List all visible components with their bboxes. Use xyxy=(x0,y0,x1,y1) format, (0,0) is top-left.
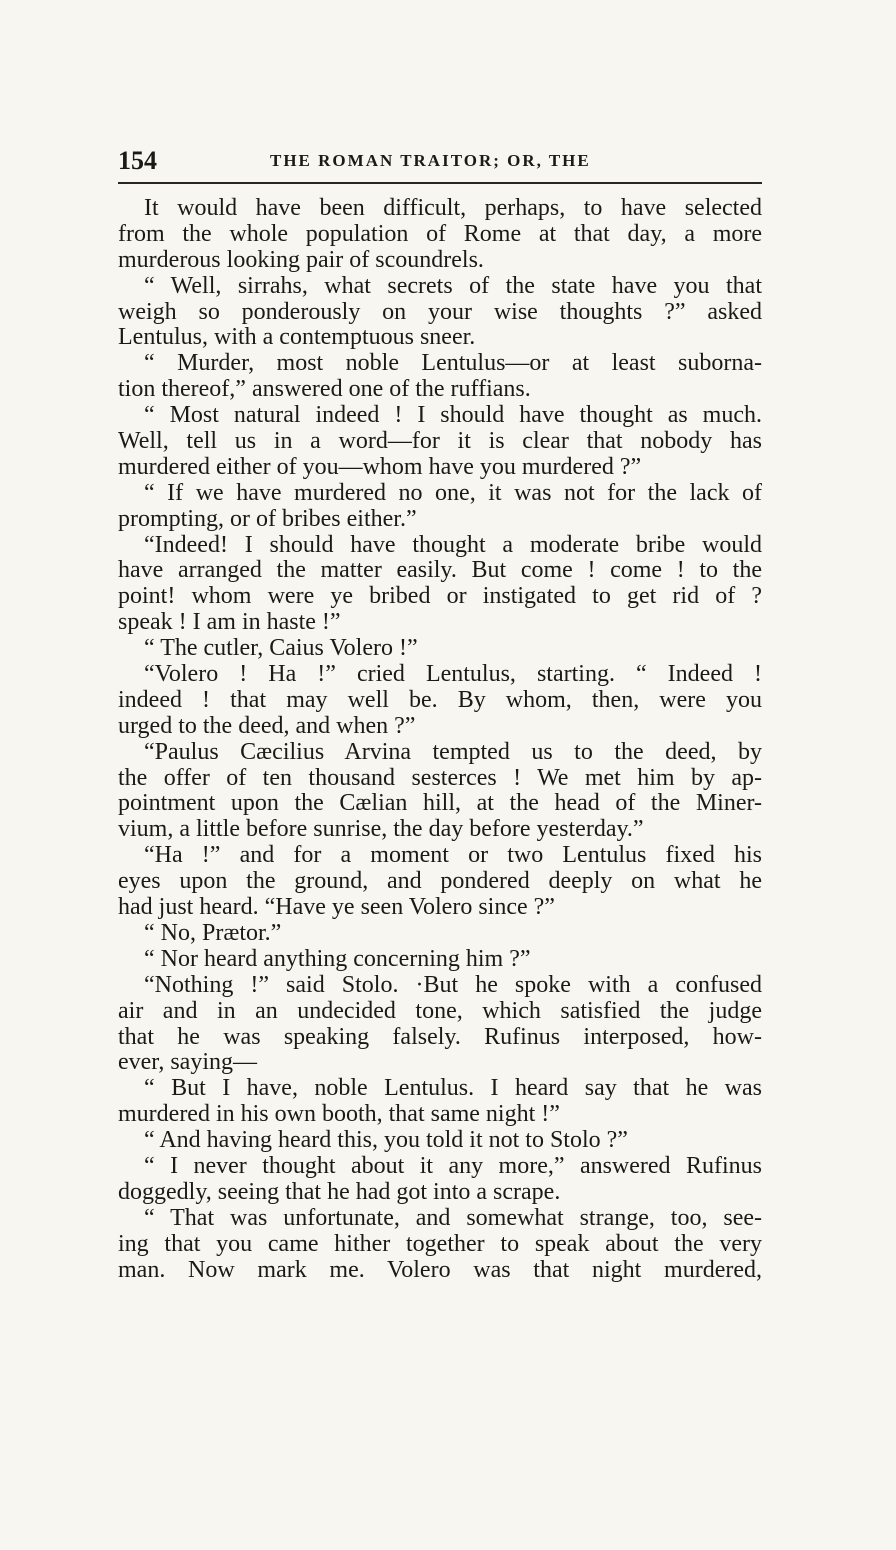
text-line: had just heard. “Have ye seen Volero since ?” xyxy=(118,894,555,921)
page-number: 154 xyxy=(118,146,157,175)
text-line: the offer of ten thousand sesterces ! We met him by ap- xyxy=(118,764,762,791)
page-header xyxy=(118,143,762,179)
text-line: murdered either of you—whom have you murdered ?” xyxy=(118,453,642,480)
text-line: Lentulus, with a contemptuous sneer. xyxy=(118,324,476,351)
text-line: tion thereof,” answered one of the ruffians. xyxy=(118,376,531,403)
text-line: urged to the deed, and when ?” xyxy=(118,712,416,739)
text-line: eyes upon the ground, and pondered deeply on what he xyxy=(118,868,762,895)
text-line: “Paulus Cæcilius Arvina tempted us to the deed, by xyxy=(144,738,762,765)
text-line: murdered in his own booth, that same night !” xyxy=(118,1101,560,1128)
text-line: murderous looking pair of scoundrels. xyxy=(118,246,484,273)
text-line: vium, a little before sunrise, the day before yesterday.” xyxy=(118,816,644,843)
text-line: air and in an undecided tone, which satisfied the judge xyxy=(118,997,762,1024)
running-title: THE ROMAN TRAITOR; OR, THE xyxy=(270,151,591,170)
text-line: “ Nor heard anything concerning him ?” xyxy=(144,945,531,972)
text-line: indeed ! that may well be. By whom, then, were you xyxy=(118,686,762,713)
text-line: “ Murder, most noble Lentulus—or at least suborna- xyxy=(144,350,762,377)
text-line: “ That was unfortunate, and somewhat strange, too, see- xyxy=(144,1204,762,1231)
text-line: ever, saying— xyxy=(118,1049,257,1076)
text-line: “ Well, sirrahs, what secrets of the state have you that xyxy=(144,272,762,299)
text-line: Well, tell us in a word—for it is clear that nobody has xyxy=(118,428,762,455)
text-line: doggedly, seeing that he had got into a scrape. xyxy=(118,1178,561,1205)
text-line: have arranged the matter easily. But come ! come ! to the xyxy=(118,557,762,584)
text-line: point! whom were ye bribed or instigated to get rid of ? xyxy=(118,583,762,610)
text-line: “Ha !” and for a moment or two Lentulus fixed his xyxy=(144,842,762,869)
text-line: It would have been difficult, perhaps, to have selected xyxy=(144,195,762,221)
text-line: ing that you came hither together to speak about the very xyxy=(118,1230,762,1257)
text-line: “ The cutler, Caius Volero !” xyxy=(144,635,418,662)
header-rule xyxy=(118,182,762,184)
text-line: man. Now mark me. Volero was that night murdered, xyxy=(118,1256,762,1283)
text-line: from the whole population of Rome at that day, a more xyxy=(118,220,762,247)
text-line: “ If we have murdered no one, it was not for the lack of xyxy=(144,479,762,506)
text-line: “ No, Prætor.” xyxy=(144,919,282,946)
text-line: “ But I have, noble Lentulus. I heard say that he was xyxy=(144,1075,762,1102)
text-line: “ Most natural indeed ! I should have thought as much. xyxy=(144,402,762,429)
text-line: “Nothing !” said Stolo. ·But he spoke with a confused xyxy=(144,971,762,998)
text-line: weigh so ponderously on your wise thoughts ?” asked xyxy=(118,298,762,325)
text-line: “ I never thought about it any more,” answered Rufinus xyxy=(144,1152,762,1179)
page-body-text xyxy=(118,196,762,1283)
text-line: “Volero ! Ha !” cried Lentulus, starting. “ Indeed ! xyxy=(144,661,762,688)
text-line: speak ! I am in haste !” xyxy=(118,609,341,636)
text-line: that he was speaking falsely. Rufinus interposed, how- xyxy=(118,1023,762,1050)
text-line: prompting, or of bribes either.” xyxy=(118,505,417,532)
text-line: pointment upon the Cælian hill, at the head of the Miner- xyxy=(118,790,762,817)
text-line: “Indeed! I should have thought a moderate bribe would xyxy=(144,531,762,558)
text-line: “ And having heard this, you told it not to Stolo ?” xyxy=(144,1127,628,1154)
